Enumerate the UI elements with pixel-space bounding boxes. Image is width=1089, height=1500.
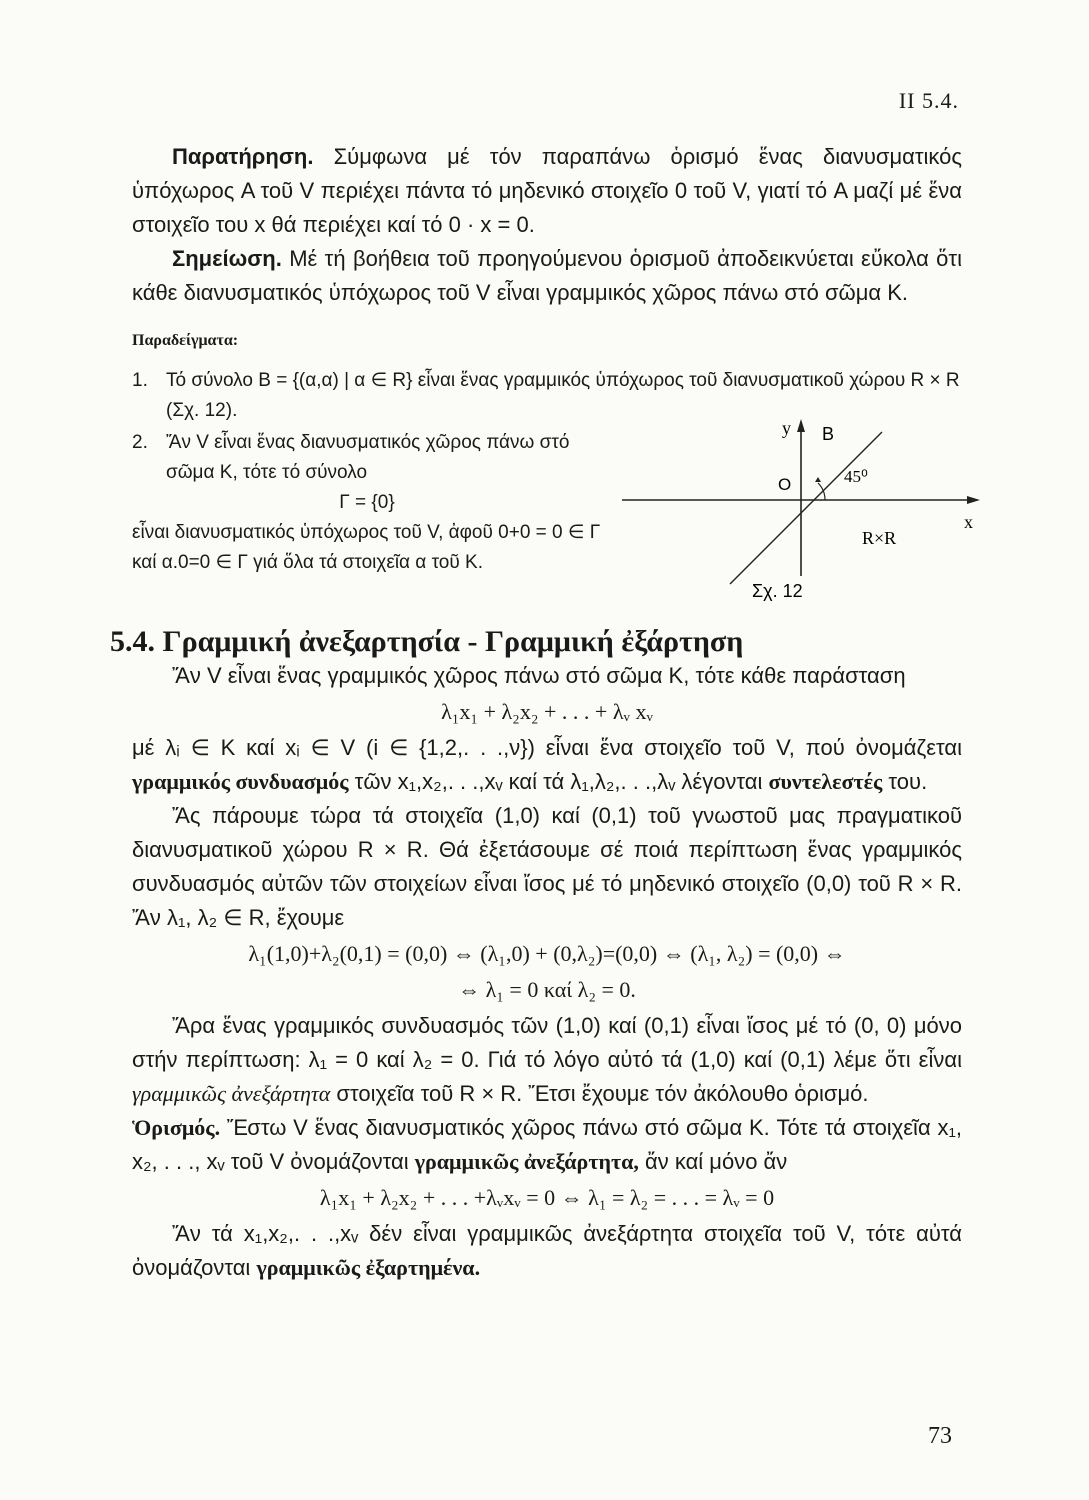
x-axis-label: x xyxy=(964,512,973,532)
plane-label: R×R xyxy=(862,528,897,548)
p2-text-b: τῶν x₁,x₂,. . .,xᵥ καί τά λ₁,λ₂,. . .,λᵥ λέγονται xyxy=(354,769,763,794)
page-number: 73 xyxy=(928,1423,952,1449)
p4-text-a: Ἄρα ἕνας γραμμικός συνδυασμός τῶν (1,0) καί (0,1) εἶναι ἴσος μέ τό (0, 0) μόνο στήν περίπτωση: λ₁ = 0 καί λ₂ = 0. Γιά τό λόγο αὐτό τά (1,0) καί (0,1) λέμε ὅτι εἶναι xyxy=(132,1013,962,1072)
definition-label: Ὁρισμός. xyxy=(132,1115,221,1140)
formula-equivalence-1: λ₁(1,0)+λ₂(0,1) = (0,0) ⇔ (λ₁,0) + (0,λ₂)=(0,0) ⇔ (λ₁, λ₂) = (0,0) ⇔ xyxy=(248,941,846,966)
example-2 xyxy=(132,428,602,578)
term-coefficients: συντελεστές xyxy=(768,769,883,794)
line-b-label: B xyxy=(822,424,835,444)
example-2-text-1: Ἄν V εἶναι ἕνας διανυσματικός χῶρος πάνω στό σῶμα K, τότε τό σύνολο xyxy=(166,432,570,483)
p2-text-c: του. xyxy=(888,769,928,794)
section-paragraph-1: Ἄν V εἶναι ἕνας γραμμικός χῶρος πάνω στό σῶμα K, τότε κάθε παράσταση xyxy=(172,663,906,688)
note-text: Μέ τή βοήθεια τοῦ προηγούμενου ὁρισμοῦ ἀποδεικνύεται εὔκολα ὅτι κάθε διανυσματικός ὑπόχωρος τοῦ V εἶναι γραμμικός χῶρος πάνω στό σῶμα K. xyxy=(132,246,962,305)
term-linear-combination: γραμμικός συνδυασμός xyxy=(132,769,349,794)
note-label: Σημείωση. xyxy=(172,246,282,271)
term-linearly-independent-italic: γραμμικῶς ἀνεξάρτητα xyxy=(132,1081,331,1106)
x-axis-arrow xyxy=(967,496,980,504)
running-header: II 5.4. xyxy=(898,88,959,113)
remark-label: Παρατήρηση. xyxy=(172,144,314,169)
remark-paragraph xyxy=(132,140,962,242)
line-b xyxy=(730,432,882,584)
page-content xyxy=(110,140,973,1285)
examples-heading: Παραδείγματα: xyxy=(132,332,239,349)
term-linearly-independent: γραμμικῶς ἀνεξάρτητα, xyxy=(414,1149,639,1174)
angle-label: 45⁰ xyxy=(844,467,868,486)
example-1-number: 1. xyxy=(132,370,148,391)
formula-linear-combination: λ₁x₁ + λ₂x₂ + . . . + λᵥ xᵥ xyxy=(441,699,653,724)
definition-paragraph xyxy=(132,1111,962,1179)
origin-label: O xyxy=(778,475,792,494)
y-axis-arrow xyxy=(797,419,805,432)
section-paragraph-3: Ἄς πάρουμε τώρα τά στοιχεῖα (1,0) καί (0,1) τοῦ γνωστοῦ μας πραγματικοῦ διανυσματικοῦ χώρου R × R. Θά ἐξετάσουμε σέ ποιά περίπτωση ἕνας γραμμικός συνδυασμός αὐτῶν τῶν στοιχείων εἶναι ἴσος μέ τό μηδενικό στοιχεῖο (0,0) τοῦ R × R. Ἄν λ₁, λ₂ ∈ R, ἔχουμε xyxy=(132,803,962,930)
example-2-number: 2. xyxy=(132,432,148,453)
y-axis-label: y xyxy=(782,418,791,438)
figure-12 xyxy=(622,416,982,601)
formula-equivalence-2: ⇔ λ₁ = 0 καί λ₂ = 0. xyxy=(458,977,636,1002)
definition-text-a: Ἔστω V ἕνας διανυσματικός χῶρος πάνω στό σῶμα K. Τότε τά στοιχεῖα x₁, x₂, . . ., xᵥ τοῦ V ὀνομάζονται xyxy=(132,1115,962,1174)
p2-text-a: μέ λᵢ ∈ K καί xᵢ ∈ V (i ∈ {1,2,. . .,ν}) εἶναι ἕνα στοιχεῖο τοῦ V, πού ὀνομάζεται xyxy=(132,735,962,760)
example-1-text: Τό σύνολο B = {(α,α) | α ∈ R} εἶναι ἕνας γραμμικός ὑπόχωρος τοῦ διανυσματικοῦ χώρου R × R (Σχ. 12). xyxy=(166,370,960,421)
angle-arrow xyxy=(815,477,821,482)
formula-independence: λ₁x₁ + λ₂x₂ + . . . +λᵥxᵥ = 0 ⇔ λ₁ = λ₂ = . . . = λᵥ = 0 xyxy=(319,1185,775,1210)
example-2-formula: Γ = {0} xyxy=(339,492,395,513)
section-paragraph-5 xyxy=(132,1217,962,1285)
figure-caption: Σχ. 12 xyxy=(752,581,803,601)
p5-text-a: Ἄν τά x₁,x₂,. . .,xᵥ δέν εἶναι γραμμικῶς ἀνεξάρτητα στοιχεῖα τοῦ V, τότε αὐτά ὀνομάζονται xyxy=(132,1221,962,1280)
section-paragraph-2 xyxy=(132,731,962,799)
example-2-text-2: εἶναι διανυσματικός ὑπόχωρος τοῦ V, ἀφοῦ 0+0 = 0 ∈ Γ καί α.0=0 ∈ Γ γιά ὅλα τά στοιχεῖα α τοῦ K. xyxy=(132,522,601,573)
p4-text-b: στοιχεῖα τοῦ R × R. Ἔτσι ἔχουμε τόν ἀκόλουθο ὁρισμό. xyxy=(336,1081,869,1106)
section-title: 5.4. Γραμμική ἀνεξαρτησία - Γραμμική ἐξάρτηση xyxy=(110,625,744,658)
example-2-block xyxy=(132,418,973,603)
term-linearly-dependent: γραμμικῶς ἐξαρτημένα. xyxy=(256,1255,481,1280)
section-paragraph-4 xyxy=(132,1009,962,1111)
note-paragraph xyxy=(132,242,962,310)
remark-text: Σύμφωνα μέ τόν παραπάνω ὁρισμό ἕνας διανυσματικός ὑπόχωρος A τοῦ V περιέχει πάντα τό μηδενικό στοιχεῖο 0 τοῦ V, γιατί τό A μαζί μέ ἕνα στοιχεῖο του x θά περιέχει καί τό 0 · x = 0. xyxy=(132,144,962,237)
angle-arc xyxy=(818,483,825,500)
definition-text-b: ἄν καί μόνο ἄν xyxy=(645,1149,788,1174)
